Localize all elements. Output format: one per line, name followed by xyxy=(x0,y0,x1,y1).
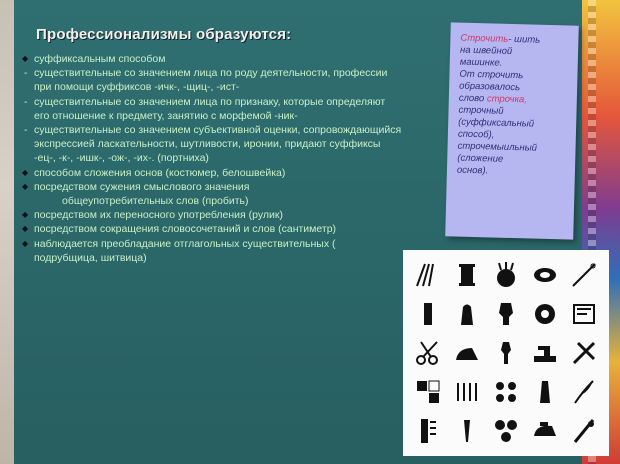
mannequin-icon xyxy=(487,334,524,371)
card-line-text: - шить xyxy=(508,33,541,46)
tape-measure-icon xyxy=(527,256,564,293)
formation-list xyxy=(22,52,402,265)
icons-grid xyxy=(409,256,603,450)
list-item: ◆ наблюдается преобладание отглагольных существительных ( подрубщица, шитвица) xyxy=(22,237,402,265)
list-item: ◆ способом сложения основ (костюмер, белошвейка) xyxy=(22,166,402,180)
card-line-text: От строчить xyxy=(459,68,524,82)
list-item: общеупотребительных слов (пробить) xyxy=(62,195,249,208)
sewing-machine-icon xyxy=(527,334,564,371)
safety-pins-icon xyxy=(448,374,485,411)
thread-cone-icon xyxy=(527,374,564,411)
shears-icon xyxy=(566,334,603,371)
needles-icon xyxy=(409,256,446,293)
example-card xyxy=(445,22,579,239)
ruler-icon xyxy=(409,413,446,450)
list-item: ◆ посредством сокращения словосочетаний и слов (сантиметр) xyxy=(22,222,402,236)
card-line-text: на швейной xyxy=(459,44,513,57)
card-line-term: Строчить xyxy=(460,32,509,45)
feather-icon xyxy=(566,374,603,411)
thimble-icon xyxy=(448,295,485,332)
list-item: - существительные со значением лица по роду деятельности, профессии при помощи суффиксов -ичк-, -щиц-, -ист- xyxy=(22,66,402,94)
measuring-tape-roll-icon xyxy=(527,295,564,332)
thread-spool-icon xyxy=(448,256,485,293)
card-line-text: основ). xyxy=(456,164,489,177)
dress-form-icon xyxy=(487,295,524,332)
card-line xyxy=(457,165,569,180)
slide-title: Профессионализмы образуются: xyxy=(36,26,292,43)
card-line-text: строчный xyxy=(458,104,504,117)
scissors-icon xyxy=(409,334,446,371)
left-border xyxy=(0,0,14,464)
iron-icon xyxy=(448,334,485,371)
list-item: ◆ посредством сужения смыслового значения xyxy=(22,180,402,194)
card-line-text: машинке. xyxy=(459,56,503,69)
card-line-text: (суффиксальный xyxy=(458,116,535,130)
hem-gauge-icon xyxy=(566,413,603,450)
steam-iron-icon xyxy=(527,413,564,450)
list-item: - существительные со значением лица по признаку, которые определяют его отношение к предмету, занятию с морфемой -ник- xyxy=(22,95,402,123)
card-line-text: слово xyxy=(458,92,488,105)
buttons-icon xyxy=(487,374,524,411)
pincushion-icon xyxy=(487,256,524,293)
card-line-highlight: строчка, xyxy=(486,93,528,106)
spools-icon xyxy=(487,413,524,450)
card-line-text: (сложение xyxy=(457,152,504,165)
bobbin-icon xyxy=(409,295,446,332)
card-line-text: образовалось xyxy=(459,80,521,94)
clothespin-icon xyxy=(448,413,485,450)
sewing-icons-panel xyxy=(403,250,609,456)
card-line-text: способ), xyxy=(457,128,495,141)
list-item: ◆ посредством их переносного употребления (рулик) xyxy=(22,208,402,222)
list-item: ◆ суффиксальным способом xyxy=(22,52,402,66)
list-item: - существительные со значением субъективной оценки, сопровождающийся экспрессией ласкательности, шутливости, иронии, придают суффиксы -ец-, -к-, -ишк-, -ож-, -их-. (портниха) xyxy=(22,123,402,166)
card-line-text: строчемыильный xyxy=(457,140,538,154)
needle-thread-icon xyxy=(566,256,603,293)
pattern-icon xyxy=(566,295,603,332)
fabric-swatches-icon xyxy=(409,374,446,411)
